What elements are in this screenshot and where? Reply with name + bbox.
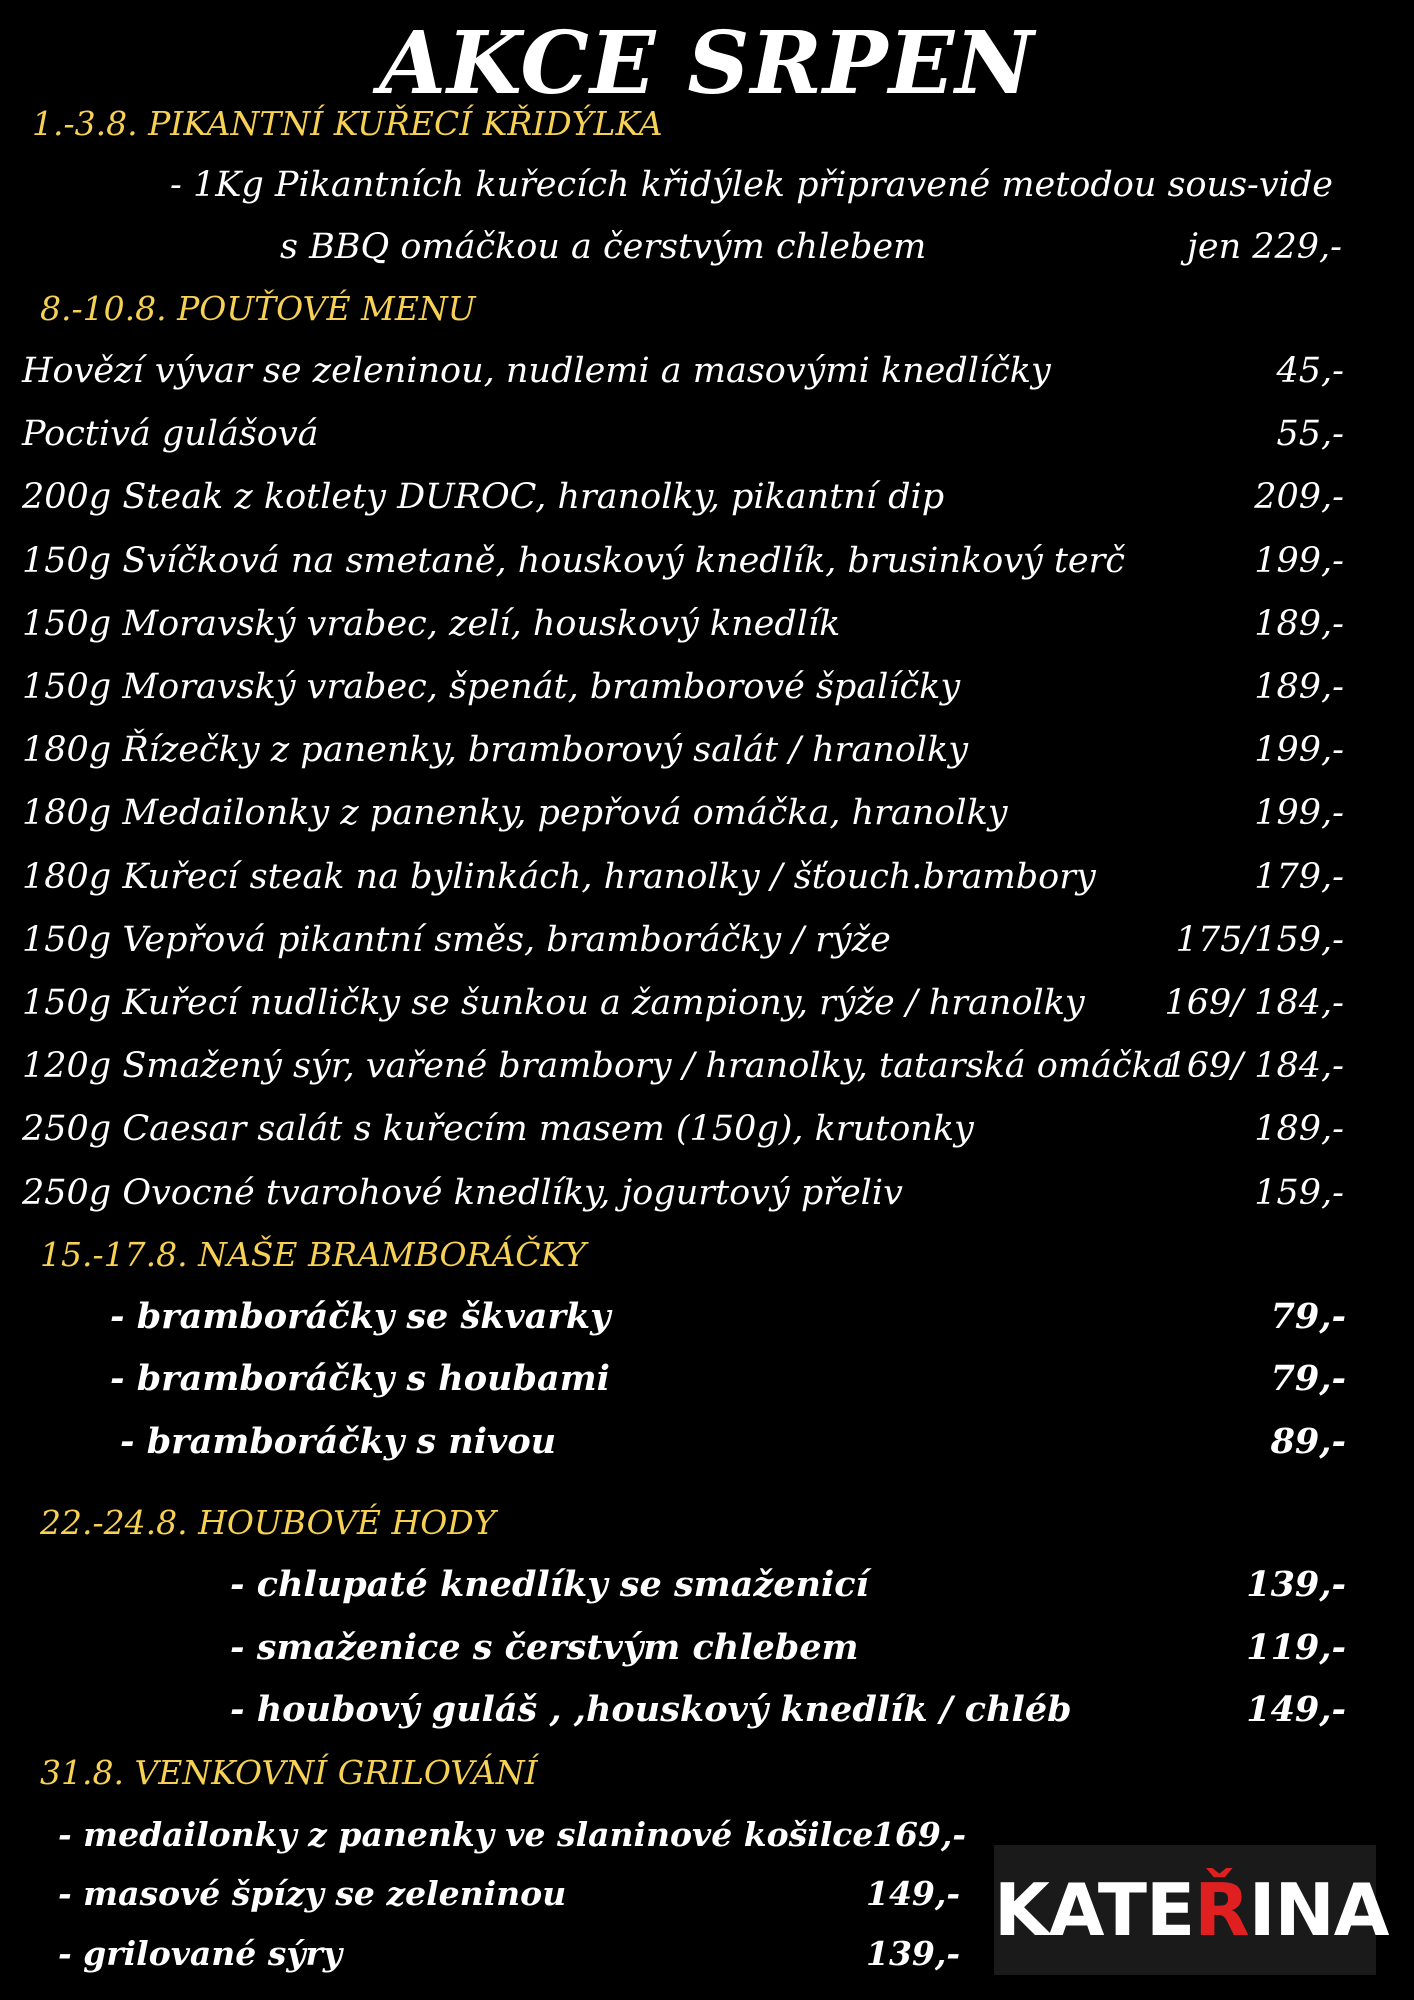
item-name: 180g Kuřecí steak na bylinkách, hranolky / šťouch.brambory	[22, 857, 1096, 897]
item-price: 159,-	[1254, 1173, 1344, 1213]
item-price: 139,-	[866, 1934, 961, 1973]
item-price: 169,-	[872, 1815, 967, 1854]
item-price: 55,-	[1276, 414, 1344, 454]
item-price: 199,-	[1254, 541, 1344, 581]
menu-item	[0, 156, 1414, 214]
item-price: 189,-	[1254, 667, 1344, 707]
item-name: - smaženice s čerstvým chlebem	[230, 1627, 859, 1668]
menu-item	[0, 1164, 1414, 1222]
menu-item	[0, 405, 1414, 463]
menu-item	[0, 1681, 1414, 1739]
section-heading-wings	[0, 95, 1414, 153]
item-name: 150g Moravský vrabec, špenát, bramborové špalíčky	[22, 667, 961, 707]
item-name: Hovězí vývar se zeleninou, nudlemi a masovými knedlíčky	[22, 351, 1051, 391]
logo-text-part3: INA	[1248, 1868, 1389, 1952]
menu-item	[0, 848, 1414, 906]
item-name: - medailonky z panenky ve slaninové košilce	[58, 1815, 874, 1854]
item-name: 150g Kuřecí nudličky se šunkou a žampiony, rýže / hranolky	[22, 983, 1085, 1023]
menu-item	[0, 1350, 1414, 1408]
item-name: 150g Vepřová pikantní směs, bramboráčky / rýže	[22, 920, 891, 960]
item-price: 169/ 184,-	[1164, 1046, 1344, 1086]
item-price: 119,-	[1246, 1627, 1346, 1668]
menu-item	[0, 658, 1414, 716]
item-name: - bramboráčky s nivou	[120, 1421, 557, 1462]
item-name: - bramboráčky se škvarky	[110, 1296, 611, 1337]
item-name: - grilované sýry	[58, 1934, 343, 1973]
item-name: 150g Svíčková na smetaně, houskový knedlík, brusinkový terč	[22, 541, 1125, 581]
section-heading-potato	[0, 1226, 1414, 1284]
item-name: - houbový guláš , ,houskový knedlík / chléb	[230, 1689, 1072, 1730]
menu-item	[0, 595, 1414, 653]
item-description: s BBQ omáčkou a čerstvým chlebem	[280, 227, 927, 267]
item-price: 89,-	[1270, 1421, 1346, 1462]
item-name: 150g Moravský vrabec, zelí, houskový knedlík	[22, 604, 841, 644]
item-name: 250g Ovocné tvarohové knedlíky, jogurtový přeliv	[22, 1173, 903, 1213]
item-name: 180g Řízečky z panenky, bramborový salát / hranolky	[22, 730, 969, 770]
menu-item	[0, 1619, 1414, 1677]
item-price: 149,-	[866, 1874, 961, 1913]
item-price: 45,-	[1276, 351, 1344, 391]
item-price: 209,-	[1254, 477, 1344, 517]
item-price: 149,-	[1246, 1689, 1346, 1730]
menu-item	[0, 974, 1414, 1032]
item-name: 120g Smažený sýr, vařené brambory / hranolky, tatarská omáčka	[22, 1046, 1174, 1086]
menu-item	[0, 721, 1414, 779]
item-name: - chlupaté knedlíky se smaženicí	[230, 1564, 869, 1605]
item-price: 179,-	[1254, 857, 1344, 897]
item-price: 175/159,-	[1175, 920, 1344, 960]
menu-item	[0, 784, 1414, 842]
menu-item	[0, 1100, 1414, 1158]
item-price: 199,-	[1254, 730, 1344, 770]
page-title: AKCE SRPEN	[379, 13, 1035, 114]
section-heading-menu	[0, 280, 1414, 338]
item-price: 79,-	[1270, 1296, 1346, 1337]
menu-item	[0, 1037, 1414, 1095]
item-price: 169/ 184,-	[1164, 983, 1344, 1023]
item-name: - bramboráčky s houbami	[110, 1358, 610, 1399]
item-price: 189,-	[1254, 1109, 1344, 1149]
section-heading-text: 22.-24.8. HOUBOVÉ HODY	[40, 1503, 496, 1542]
item-name: 180g Medailonky z panenky, pepřová omáčka, hranolky	[22, 793, 1008, 833]
section-heading-mushroom	[0, 1494, 1414, 1552]
item-name: - masové špízy se zeleninou	[58, 1874, 567, 1913]
item-name: 250g Caesar salát s kuřecím masem (150g), krutonky	[22, 1109, 974, 1149]
item-price: 199,-	[1254, 793, 1344, 833]
section-heading-text: 8.-10.8. POUŤOVÉ MENU	[40, 289, 476, 328]
menu-item	[0, 1288, 1414, 1346]
section-heading-text: 31.8. VENKOVNÍ GRILOVÁNÍ	[40, 1753, 538, 1792]
menu-item	[0, 342, 1414, 400]
item-name: 200g Steak z kotlety DUROC, hranolky, pikantní dip	[22, 477, 945, 517]
section-heading-grill	[0, 1744, 1414, 1802]
section-heading-text: 15.-17.8. NAŠE BRAMBORÁČKY	[40, 1235, 587, 1274]
item-price: 139,-	[1246, 1564, 1346, 1605]
item-price: 189,-	[1254, 604, 1344, 644]
item-price: 79,-	[1270, 1358, 1346, 1399]
section-heading-text: 1.-3.8. PIKANTNÍ KUŘECÍ KŘIDÝLKA	[32, 104, 663, 143]
menu-item	[0, 218, 1414, 276]
menu-item	[0, 532, 1414, 590]
menu-item	[0, 1556, 1414, 1614]
menu-item	[0, 468, 1414, 526]
menu-item	[0, 911, 1414, 969]
item-description: - 1Kg Pikantních kuřecích křidýlek připravené metodou sous-vide	[170, 165, 1333, 205]
restaurant-logo	[994, 1845, 1389, 1975]
logo-text-part1: KATE	[994, 1868, 1195, 1952]
item-price: jen 229,-	[1187, 227, 1342, 267]
logo-text-accent: Ř	[1194, 1868, 1249, 1952]
menu-item	[0, 1413, 1414, 1471]
item-name: Poctivá gulášová	[22, 414, 319, 454]
